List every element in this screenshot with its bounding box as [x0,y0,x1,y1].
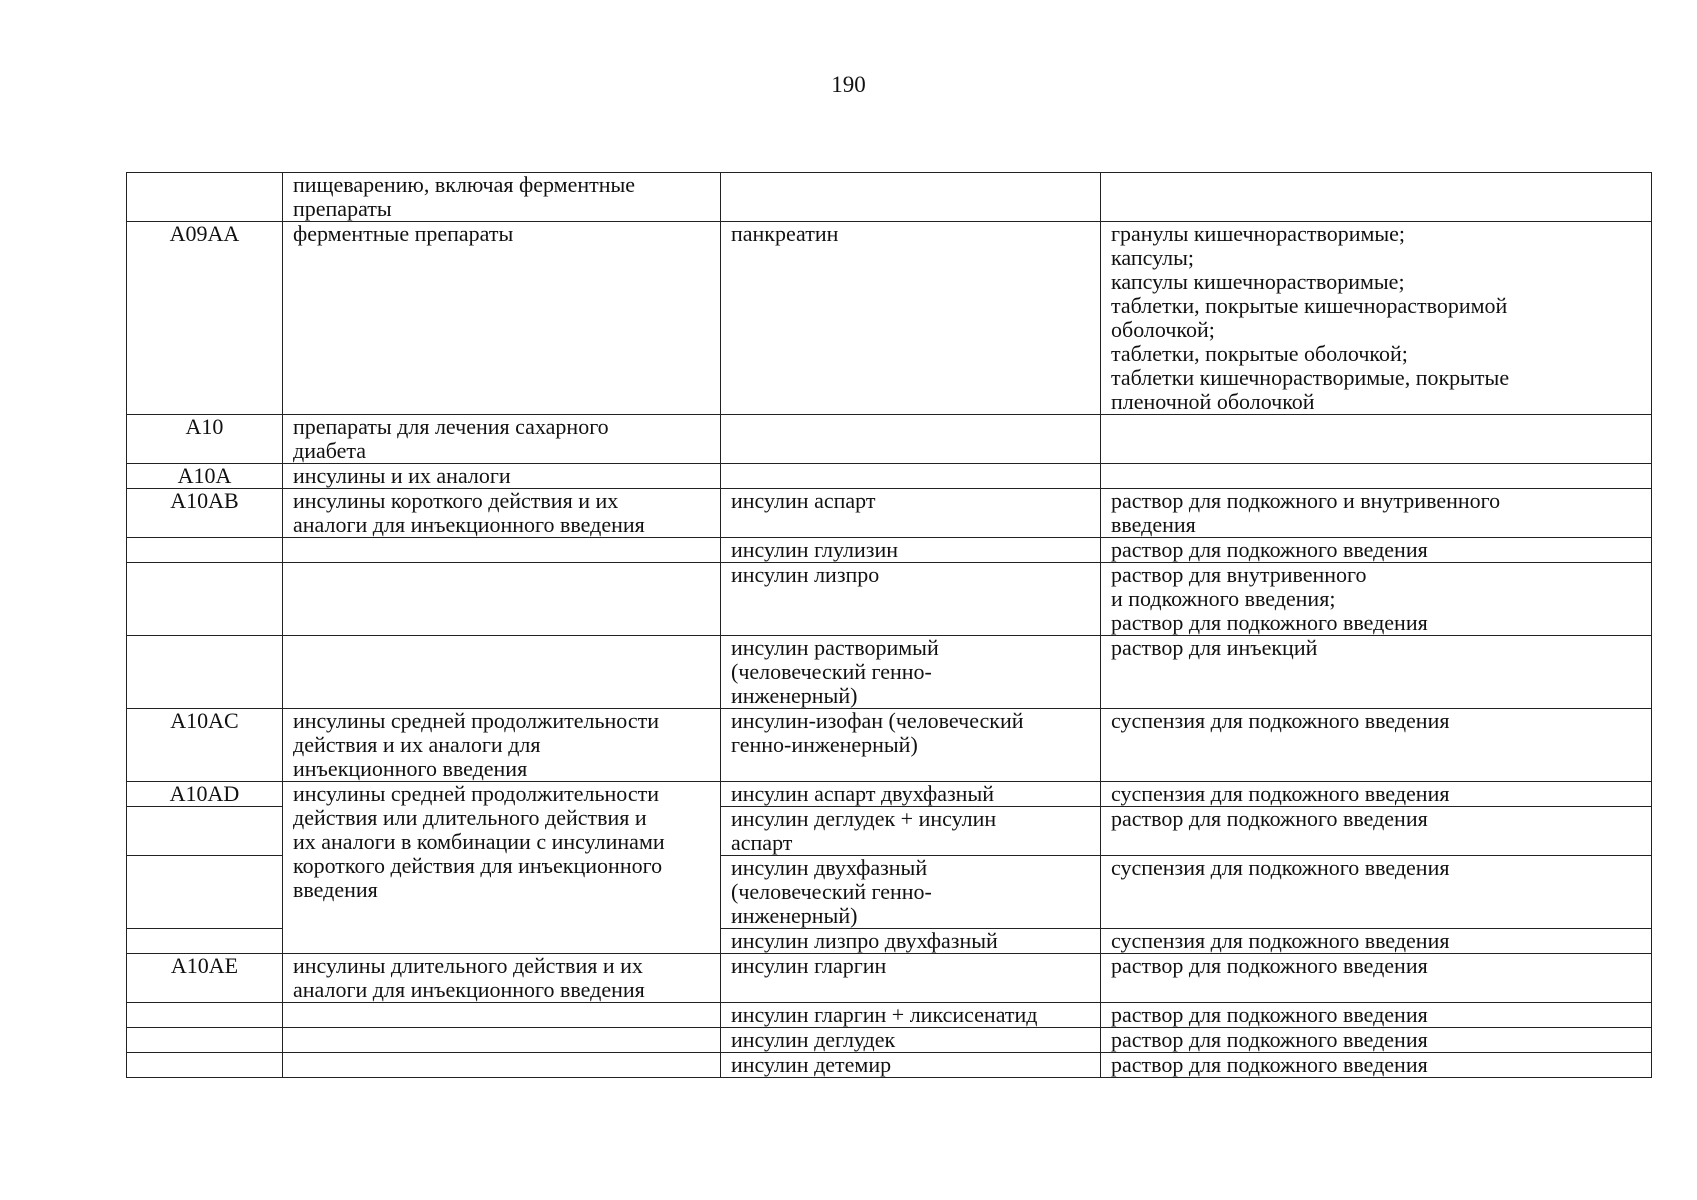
table-row [127,489,1652,538]
atc-code-cell [127,1028,283,1053]
dosage-form-cell: суспензия для подкожного введения [1101,709,1652,782]
table-row [127,1028,1652,1053]
group-cell: ферментные препараты [283,222,721,415]
dosage-form-cell [1101,464,1652,489]
drug-cell [721,415,1101,464]
table-row [127,1053,1652,1078]
table-row [127,709,1652,782]
atc-code-cell: A09AA [127,222,283,415]
page-number: 190 [831,72,866,97]
atc-code-cell: A10AE [127,954,283,1003]
drug-cell: инсулин лизпро двухфазный [721,929,1101,954]
drug-cell: инсулин деглудек [721,1028,1101,1053]
dosage-form-cell: суспензия для подкожного введения [1101,856,1652,929]
group-cell [283,563,721,636]
dosage-form-cell: раствор для подкожного введения [1101,1028,1652,1053]
drug-cell: инсулин гларгин + ликсисенатид [721,1003,1101,1028]
dosage-form-cell: суспензия для подкожного введения [1101,782,1652,807]
drug-cell [721,464,1101,489]
drug-cell: инсулин глулизин [721,538,1101,563]
group-cell: инсулины длительного действия и их аналоги для инъекционного введения [283,954,721,1003]
dosage-form-cell: раствор для подкожного введения [1101,1053,1652,1078]
group-cell [283,1003,721,1028]
group-cell [283,1053,721,1078]
dosage-form-cell [1101,173,1652,222]
group-cell: инсулины средней продолжительности действия или длительного действия и их аналоги в комбинации с инсулинами короткого действия для инъекционного введения [283,782,721,954]
atc-code-cell [127,807,283,856]
dosage-form-cell: раствор для подкожного введения [1101,954,1652,1003]
atc-code-cell: A10 [127,415,283,464]
drug-cell [721,173,1101,222]
drug-cell: инсулин детемир [721,1053,1101,1078]
drug-table [126,172,1652,1078]
group-cell [283,1028,721,1053]
dosage-form-cell: суспензия для подкожного введения [1101,929,1652,954]
atc-code-cell [127,1003,283,1028]
table-row [127,1003,1652,1028]
table-row [127,464,1652,489]
group-cell: пищеварению, включая ферментные препараты [283,173,721,222]
table-row [127,782,1652,807]
group-cell [283,538,721,563]
dosage-form-cell: раствор для подкожного введения [1101,1003,1652,1028]
table-row [127,538,1652,563]
dosage-form-cell: раствор для подкожного и внутривенного введения [1101,489,1652,538]
table-row [127,954,1652,1003]
dosage-form-cell [1101,415,1652,464]
dosage-form-cell: раствор для подкожного введения [1101,538,1652,563]
drug-cell: инсулин растворимый (человеческий генно- инженерный) [721,636,1101,709]
drug-cell: инсулин лизпро [721,563,1101,636]
group-cell [283,636,721,709]
drug-cell: инсулин аспарт [721,489,1101,538]
atc-code-cell: A10AD [127,782,283,807]
drug-cell: инсулин гларгин [721,954,1101,1003]
drug-cell: инсулин двухфазный (человеческий генно- инженерный) [721,856,1101,929]
atc-code-cell [127,173,283,222]
atc-code-cell [127,856,283,929]
dosage-form-cell: раствор для подкожного введения [1101,807,1652,856]
drug-cell: инсулин аспарт двухфазный [721,782,1101,807]
table-row [127,222,1652,415]
table-row [127,636,1652,709]
atc-code-cell [127,538,283,563]
drug-cell: инсулин деглудек + инсулин аспарт [721,807,1101,856]
table-row [127,415,1652,464]
drug-cell: панкреатин [721,222,1101,415]
atc-code-cell [127,1053,283,1078]
atc-code-cell [127,636,283,709]
table-row [127,173,1652,222]
dosage-form-cell: гранулы кишечнорастворимые; капсулы; капсулы кишечнорастворимые; таблетки, покрытые кишечнорастворимой оболочкой; таблетки, покрытые оболочкой; таблетки кишечнорастворимые, покрытые пленочной оболочкой [1101,222,1652,415]
atc-code-cell [127,929,283,954]
group-cell: инсулины средней продолжительности действия и их аналоги для инъекционного введения [283,709,721,782]
atc-code-cell: A10AC [127,709,283,782]
group-cell: инсулины короткого действия и их аналоги для инъекционного введения [283,489,721,538]
drug-cell: инсулин-изофан (человеческий генно-инженерный) [721,709,1101,782]
group-cell: инсулины и их аналоги [283,464,721,489]
atc-code-cell [127,563,283,636]
dosage-form-cell: раствор для инъекций [1101,636,1652,709]
group-cell: препараты для лечения сахарного диабета [283,415,721,464]
dosage-form-cell: раствор для внутривенного и подкожного введения; раствор для подкожного введения [1101,563,1652,636]
table-row [127,563,1652,636]
atc-code-cell: A10A [127,464,283,489]
atc-code-cell: A10AB [127,489,283,538]
